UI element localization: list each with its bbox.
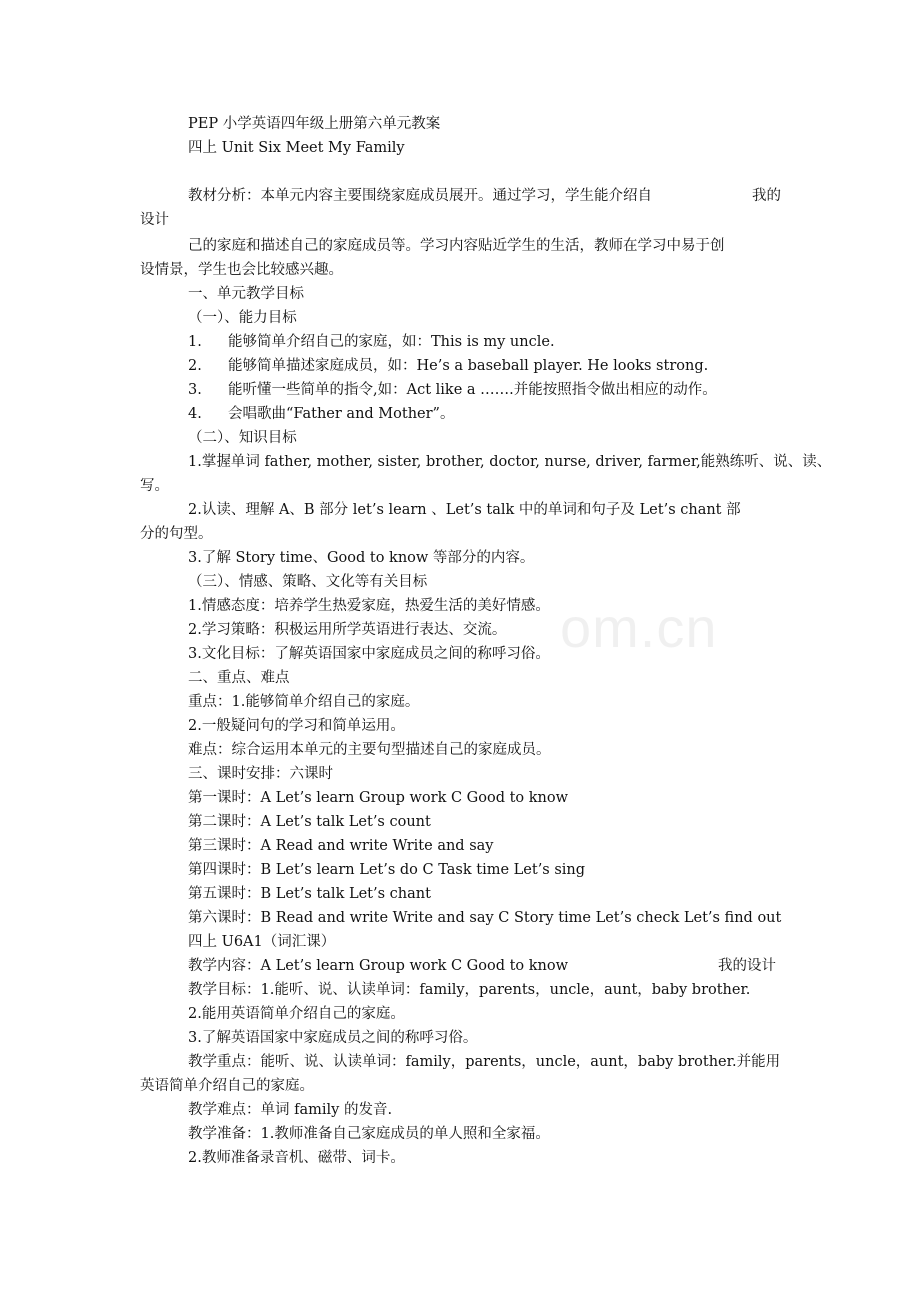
period-item: 第四课时：B Let’s learn Let’s do C Task time Let’s sing (188, 862, 586, 878)
item-text: 会唱歌曲“Father and Mother”。 (228, 406, 455, 422)
my-design-label-2: 我的设计 (718, 958, 776, 974)
subheading-knowledge: （二）、知识目标 (188, 430, 297, 446)
teaching-focus-line-2: 英语简单介绍自己的家庭。 (140, 1078, 314, 1094)
analysis-line-1: 教材分析：本单元内容主要围绕家庭成员展开。通过学习，学生能介绍自 (188, 188, 652, 204)
difficult-point: 难点：综合运用本单元的主要句型描述自己的家庭成员。 (188, 742, 551, 758)
knowledge-2-line-2: 分的句型。 (140, 526, 213, 542)
design-label-continued: 设计 (140, 212, 169, 228)
teaching-focus-line-1: 教学重点：能听、说、认读单词：family，parents，uncle，aunt，baby brother.并能用 (188, 1054, 781, 1070)
analysis-line-3: 设情景，学生也会比较感兴趣。 (140, 262, 343, 278)
emotion-goal-3: 3.文化目标：了解英语国家中家庭成员之间的称呼习俗。 (188, 646, 550, 662)
subheading-emotion: （三）、情感、策略、文化等有关目标 (188, 574, 428, 590)
knowledge-2-line-1: 2.认读、理解 A、B 部分 let’s learn 、Let’s talk 中的单词和句子及 Let’s chant 部 (188, 502, 741, 518)
teaching-goal-2: 2.能用英语简单介绍自己的家庭。 (188, 1006, 405, 1022)
period-item: 第五课时：B Let’s talk Let’s chant (188, 886, 431, 902)
ability-item (188, 330, 555, 354)
item-number: 4. (188, 406, 202, 422)
item-number: 1. (188, 334, 202, 350)
knowledge-1-line-2: 写。 (140, 478, 169, 494)
teaching-content: 教学内容：A Let’s learn Group work C Good to know (188, 958, 569, 974)
ability-item (188, 402, 454, 426)
knowledge-3: 3.了解 Story time、Good to know 等部分的内容。 (188, 550, 535, 566)
key-point-2: 2.一般疑问句的学习和简单运用。 (188, 718, 405, 734)
period-item: 第三课时：A Read and write Write and say (188, 838, 494, 854)
section-heading-objectives: 一、单元教学目标 (188, 286, 304, 302)
item-text: 能够简单描述家庭成员，如：He’s a baseball player. He looks strong. (228, 358, 709, 374)
emotion-goal-2: 2.学习策略：积极运用所学英语进行表达、交流。 (188, 622, 507, 638)
item-number: 2. (188, 358, 202, 374)
lesson-title: 四上 U6A1（词汇课） (188, 934, 336, 950)
ability-item (188, 354, 708, 378)
document-subtitle: 四上 Unit Six Meet My Family (188, 140, 405, 156)
item-text: 能听懂一些简单的指令,如：Act like a …….并能按照指令做出相应的动作。 (228, 382, 717, 398)
period-item: 第一课时：A Let’s learn Group work C Good to know (188, 790, 569, 806)
period-item: 第二课时：A Let’s talk Let’s count (188, 814, 431, 830)
document-title: PEP 小学英语四年级上册第六单元教案 (188, 116, 441, 132)
period-item: 第六课时：B Read and write Write and say C Story time Let’s check Let’s find out (188, 910, 782, 926)
teaching-goal-3: 3.了解英语国家中家庭成员之间的称呼习俗。 (188, 1030, 478, 1046)
teaching-goal-1: 教学目标：1.能听、说、认读单词：family，parents，uncle，aunt，baby brother. (188, 982, 751, 998)
watermark-text: om.cn (560, 596, 718, 659)
emotion-goal-1: 1.情感态度：培养学生热爱家庭，热爱生活的美好情感。 (188, 598, 550, 614)
teaching-difficulty: 教学难点：单词 family 的发音. (188, 1102, 393, 1118)
key-point-1: 重点：1.能够简单介绍自己的家庭。 (188, 694, 420, 710)
my-design-label: 我的 (752, 188, 781, 204)
analysis-line-2: 己的家庭和描述自己的家庭成员等。学习内容贴近学生的生活，教师在学习中易于创 (188, 238, 725, 254)
ability-item (188, 378, 717, 402)
section-heading-keypoints: 二、重点、难点 (188, 670, 290, 686)
teaching-prep-2: 2.教师准备录音机、磁带、词卡。 (188, 1150, 405, 1166)
subheading-ability: （一）、能力目标 (188, 310, 297, 326)
section-heading-schedule: 三、课时安排：六课时 (188, 766, 333, 782)
teaching-prep-1: 教学准备：1.教师准备自己家庭成员的单人照和全家福。 (188, 1126, 550, 1142)
item-text: 能够简单介绍自己的家庭，如：This is my uncle. (228, 334, 555, 350)
item-number: 3. (188, 382, 202, 398)
knowledge-1-line-1: 1.掌握单词 father, mother, sister, brother, doctor, nurse, driver, farmer,能熟练听、说、读、 (188, 454, 832, 470)
